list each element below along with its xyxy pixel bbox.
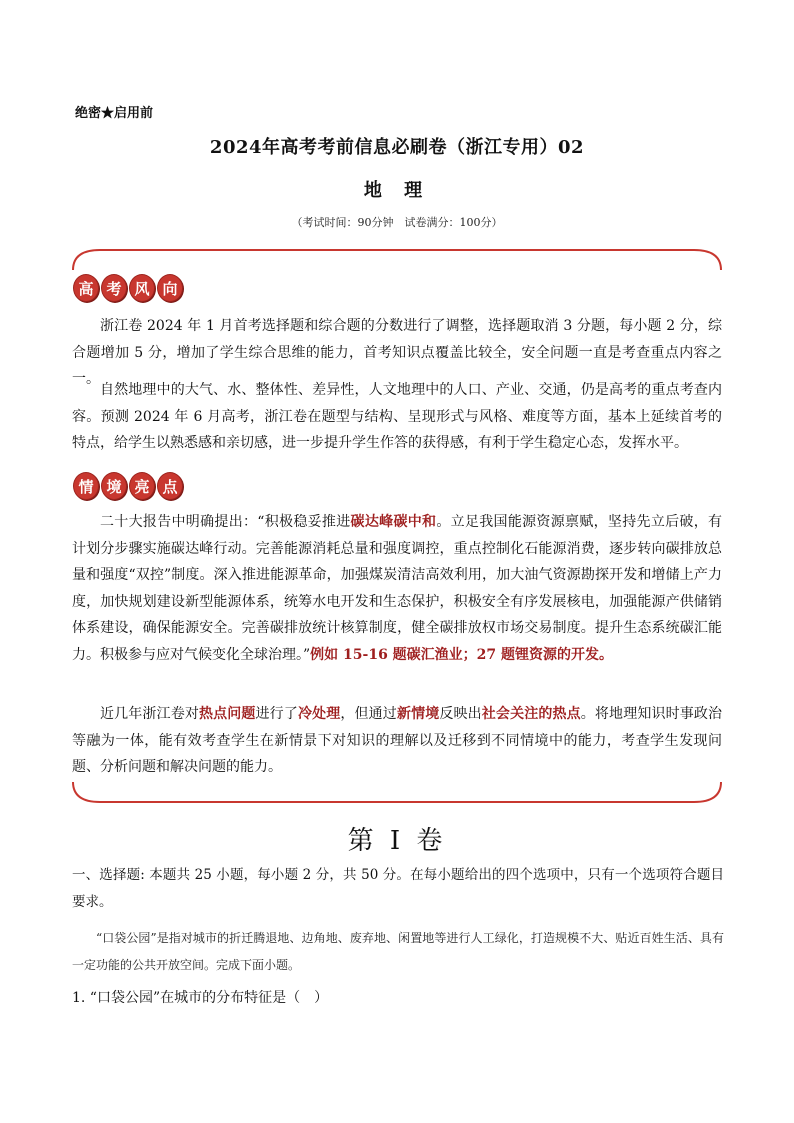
badge-char: 亮 [129, 472, 155, 500]
badge-char: 点 [157, 472, 183, 500]
highlight-text: 新情境 [396, 706, 440, 722]
text-run: 进行了 [255, 706, 298, 722]
highlight-text: 热点问题 [198, 706, 256, 722]
exam-info: （考试时间：90分钟 试卷满分：100分） [291, 216, 503, 229]
badge-char: 境 [101, 472, 127, 500]
page-title: 2024年高考考前信息必刷卷（浙江专用）02 [209, 137, 585, 158]
badge-char: 向 [157, 274, 183, 302]
badge-char: 高 [73, 274, 99, 302]
highlight-text: 碳达峰碳中和 [350, 514, 437, 530]
section-heading: 一、选择题: 本题共 25 小题，每小题 2 分，共 50 分。在每小题给出的四个选项中，只有一个选项符合题目要求。 [72, 867, 724, 910]
subject-title: 地 理 [363, 180, 431, 201]
text-run: 。立足我国能源资源禀赋，坚持先立后破，有计划分步骤实施碳达峰行动。完善能源消耗总量和强度调控，重点控制化石能源消费，逐步转向碳排放总量和强度“双控”制度。深入推进能源革命，加强煤炭清洁高效利用，加大油气资源勘探开发和增储上产力度，加快规划建设新型能源体系，统筹水电开发和生态保护，积极安全有序发展核电，加强能源产供储销体系建设，确保能源安全。完善碳排放统计核算制度，健全碳排放权市场交易制度。提升生态系统碳汇能力。积极参与应对气候变化全球治理。” [72, 514, 723, 663]
trend-badge [73, 274, 183, 302]
volume-title: 第 I 卷 [347, 826, 447, 856]
context-paragraph-2 [72, 701, 722, 781]
badge-char: 考 [101, 274, 127, 302]
text-run: 二十大报告中明确提出：“积极稳妥推进 [100, 514, 351, 530]
question-1: 1. “口袋公园”在城市的分布特征是（ ） [72, 990, 329, 1006]
context-paragraph-1 [72, 509, 722, 668]
confidential-label: 绝密★启用前 [75, 106, 154, 121]
question-material: “口袋公园”是指对城市的折迁腾退地、边角地、废弃地、闲置地等进行人工绿化，打造规模不大、贴近百姓生活、具有一定功能的公共开放空间。完成下面小题。 [72, 931, 724, 972]
highlight-text: 社会关注的热点 [481, 706, 581, 722]
text-run: 。将地理知识时事政治等融为一体，能有效考查学生在新情景下对知识的理解以及迁移到不同情境中的能力，考查学生发现问题、分析问题和解决问题的能力。 [72, 706, 723, 775]
highlight-text: 冷处理 [297, 706, 341, 722]
trend-paragraph-1: 浙江卷 2024 年 1 月首考选择题和综合题的分数进行了调整，选择题取消 3 分题，每小题 2 分，综合题增加 5 分，增加了学生综合思维的能力，首考知识点覆盖比较全，安全问题一直是考查重点内容之一。 [72, 318, 722, 387]
badge-char: 情 [73, 472, 99, 500]
highlight-text: 例如 15-16 题碳汇渔业；27 题锂资源的开发。 [310, 646, 614, 663]
context-badge [73, 472, 183, 500]
badge-char: 风 [129, 274, 155, 302]
text-run: 近几年浙江卷对 [100, 706, 199, 722]
trend-paragraph-2: 自然地理中的大气、水、整体性、差异性，人文地理中的人口、产业、交通，仍是高考的重点考查内容。预测 2024 年 6 月高考，浙江卷在题型与结构、呈现形式与风格、难度等方面，基本上延续首考的特点，给学生以熟悉感和亲切感，进一步提升学生作答的获得感，有利于学生稳定心态，发挥水平。 [72, 382, 722, 451]
text-run: ，但通过 [340, 706, 397, 722]
text-run: 反映出 [439, 706, 482, 722]
